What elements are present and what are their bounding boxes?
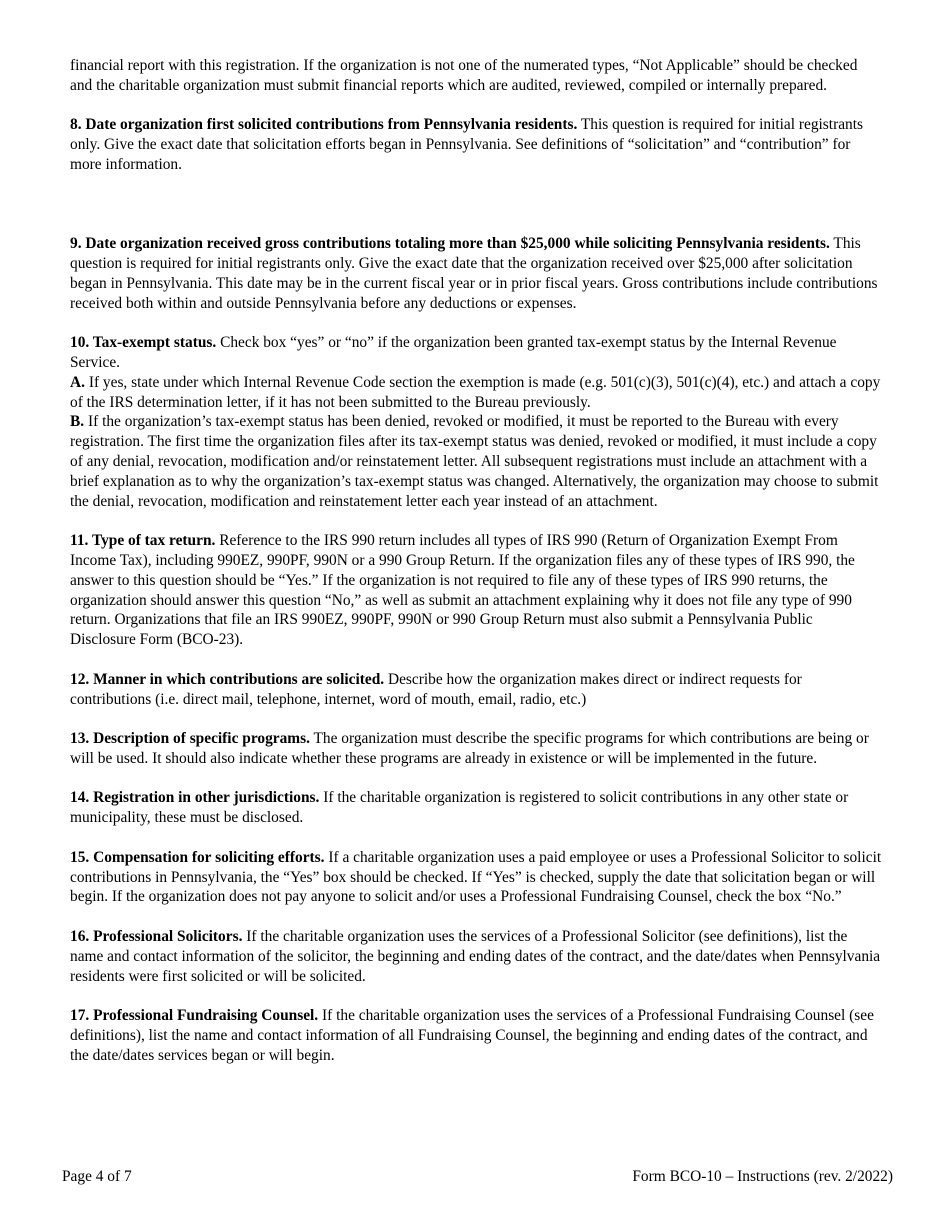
- section-14-body: If the charitable organization is registered to solicit contributions in any other state or municipality, these must be disclosed.: [70, 789, 849, 827]
- section-17-body: If the charitable organization uses the services of a Professional Fundraising Counsel (see definitions), list the name and contact information of all Fundraising Counsel, the beginning and ending dates of the contract, and the date/dates services began or will begin.: [70, 1007, 874, 1064]
- section-15: [70, 848, 882, 907]
- section-8-heading: 8. Date organization first solicited contributions from Pennsylvania residents.: [70, 116, 578, 134]
- section-11-heading: 11. Type of tax return.: [70, 532, 216, 550]
- section-10-a-text: If yes, state under which Internal Revenue Code section the exemption is made (e.g. 501(c)(3), 501(c)(4), etc.) and attach a copy of the IRS determination letter, if it has not been submitted to the Bureau previously.: [70, 373, 881, 411]
- section-14: [70, 788, 882, 828]
- section-17: [70, 1006, 882, 1065]
- section-10: [70, 333, 882, 511]
- section-9-body: This question is required for initial registrants only. Give the exact date that the organization received over $25,000 after solicitation began in Pennsylvania. This date may be in the current fiscal year or in prior fiscal years. Gross contributions include contributions received both within and outside Pennsylvania before any deductions or expenses.: [70, 235, 878, 312]
- section-10-heading: 10. Tax-exempt status.: [70, 334, 217, 352]
- paragraph-continuation: [70, 56, 882, 96]
- section-12: [70, 670, 882, 710]
- section-13-heading: 13. Description of specific programs.: [70, 730, 310, 748]
- section-10-b: [70, 412, 882, 511]
- section-14-heading: 14. Registration in other jurisdictions.: [70, 789, 320, 807]
- section-13: [70, 729, 882, 769]
- section-16-heading: 16. Professional Solicitors.: [70, 928, 243, 946]
- continuation-text: financial report with this registration. If the organization is not one of the numerated types, “Not Applicable” should be checked and the charitable organization must submit financial reports which are audited, reviewed, compiled or internally prepared.: [70, 57, 858, 94]
- section-9-heading: 9. Date organization received gross contributions totaling more than $25,000 while soliciting Pennsylvania residents.: [70, 235, 830, 253]
- section-8-body: This question is required for initial registrants only. Give the exact date that solicitation efforts began in Pennsylvania. See definitions of “solicitation” and “contribution” for more information.: [70, 116, 863, 173]
- section-17-heading: 17. Professional Fundraising Counsel.: [70, 1007, 319, 1025]
- section-11: [70, 531, 882, 650]
- section-16: [70, 927, 882, 986]
- section-9: [70, 234, 882, 313]
- section-10-intro: [70, 333, 882, 373]
- section-15-heading: 15. Compensation for soliciting efforts.: [70, 848, 325, 866]
- section-15-body: If a charitable organization uses a paid employee or uses a Professional Solicitor to solicit contributions in Pennsylvania, the “Yes” box should be checked. If “Yes” is checked, supply the date that solicitation began or will begin. If the organization does not pay anyone to solicit and/or uses a Professional Fundraising Counsel, check the box “No.”: [70, 848, 882, 906]
- section-10-a-label: A.: [70, 373, 85, 391]
- section-12-heading: 12. Manner in which contributions are solicited.: [70, 670, 385, 688]
- footer-form-label: Form BCO-10 – Instructions (rev. 2/2022): [632, 1168, 893, 1185]
- section-10-a: [70, 373, 882, 413]
- section-16-body: If the charitable organization uses the services of a Professional Solicitor (see definitions), list the name and contact information of the solicitor, the beginning and ending dates of the contract, and the date/dates when Pennsylvania residents were first solicited or will be solicited.: [70, 928, 881, 985]
- document-page: [70, 56, 882, 1085]
- section-13-body: The organization must describe the specific programs for which contributions are being or will be used. It should also indicate whether these programs are already in existence or will be implemented in the future.: [70, 730, 869, 767]
- section-10-body: Check box “yes” or “no” if the organization been granted tax-exempt status by the Internal Revenue Service.: [70, 334, 837, 371]
- footer-page-number: Page 4 of 7: [62, 1168, 132, 1185]
- section-11-body: Reference to the IRS 990 return includes all types of IRS 990 (Return of Organization Exempt From Income Tax), including 990EZ, 990PF, 990N or a 990 Group Return. If the organization files any of these types of IRS 990, the answer to this question should be “Yes.” If the organization is not required to file any of these types of IRS 990 returns, the organization should answer this question “No,” as well as submit an attachment explaining why it does not file any type of 990 return. Organizations that file an IRS 990EZ, 990PF, 990N or 990 Group Return must also submit a Pennsylvania Public Disclosure Form (BCO-23).: [70, 532, 855, 649]
- section-10-b-text: If the organization’s tax-exempt status has been denied, revoked or modified, it must be reported to the Bureau with every registration. The first time the organization files after its tax-exempt status was denied, revoked or modified, it must include a copy of any denial, revocation, modification and/or reinstatement letter. All subsequent registrations must include an attachment with a brief explanation as to why the organization’s tax-exempt status was changed. Alternatively, the organization may choose to submit the denial, revocation, modification and reinstatement letter each year instead of an attachment.: [70, 413, 879, 510]
- section-8: [70, 115, 882, 174]
- section-10-b-label: B.: [70, 413, 85, 431]
- section-12-body: Describe how the organization makes direct or indirect requests for contributions (i.e. direct mail, telephone, internet, word of mouth, email, radio, etc.): [70, 670, 802, 708]
